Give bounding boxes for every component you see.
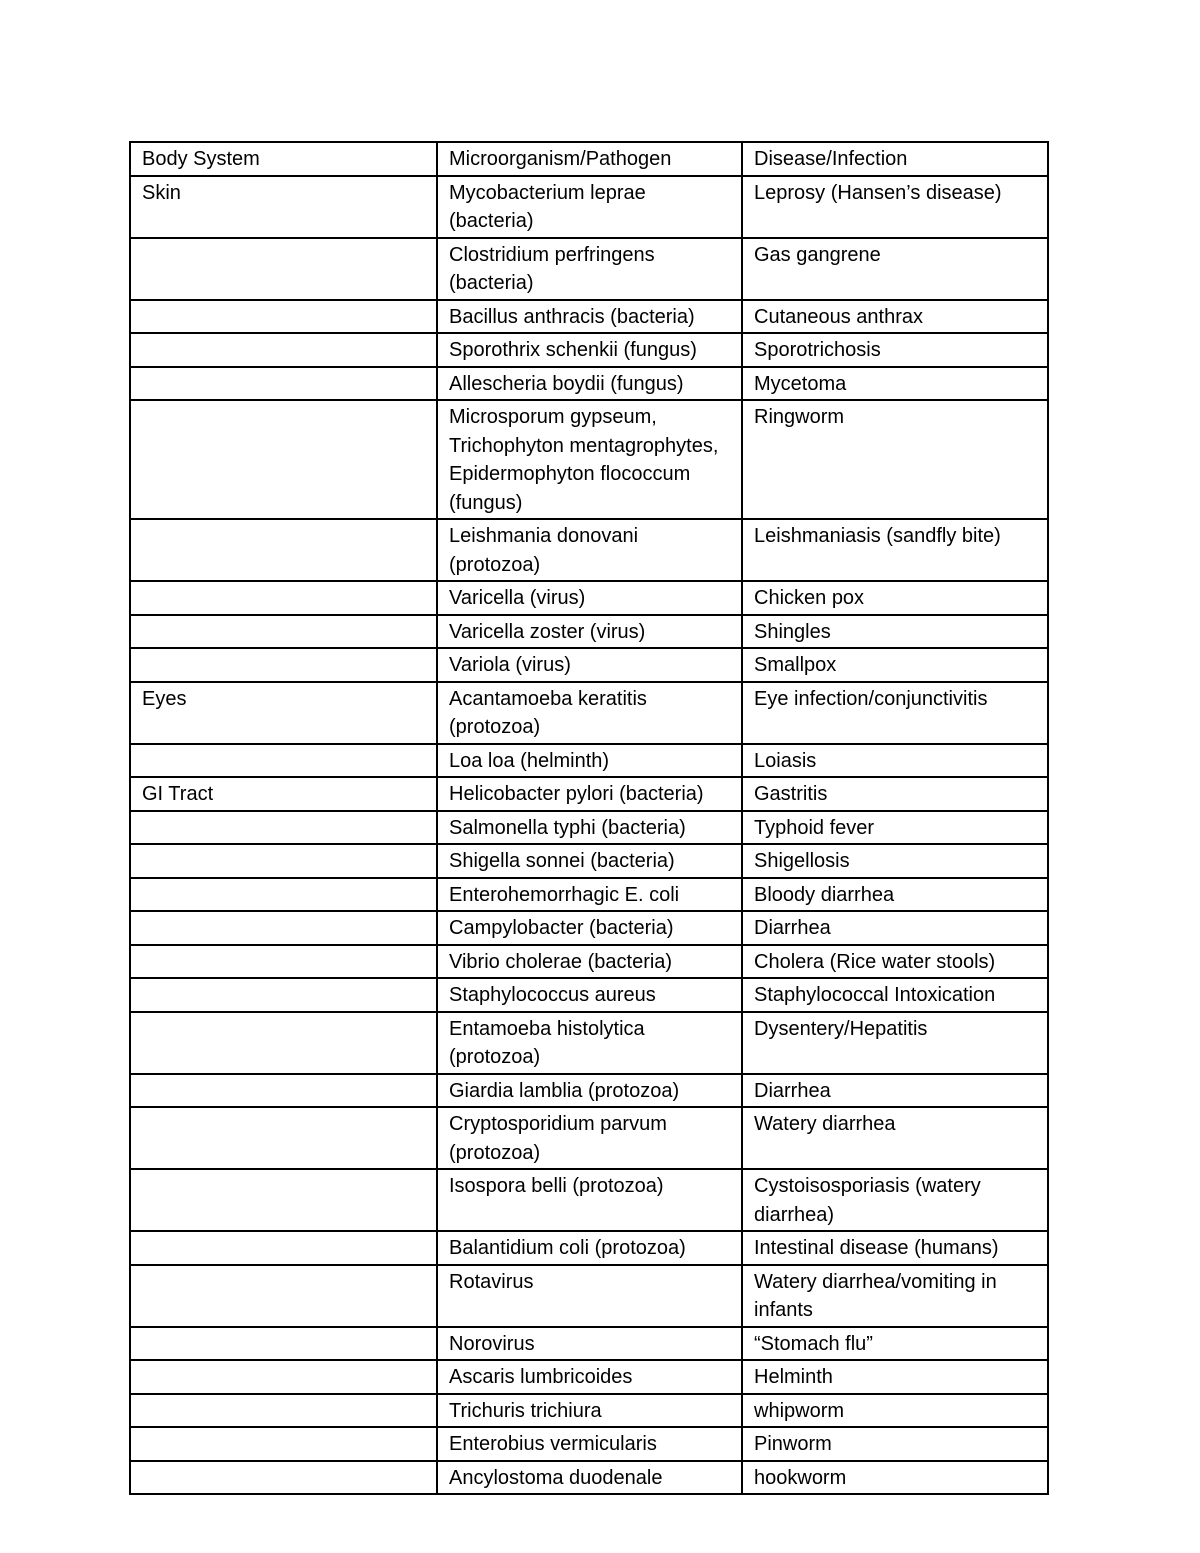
pathogen-cell: Acantamoeba keratitis (protozoa): [437, 682, 742, 744]
disease-cell: Shigellosis: [742, 844, 1048, 878]
disease-cell: Diarrhea: [742, 1074, 1048, 1108]
table-row: [130, 744, 1048, 778]
body-system-cell: [130, 911, 437, 945]
disease-cell: Loiasis: [742, 744, 1048, 778]
table-row: [130, 844, 1048, 878]
body-system-cell: [130, 1012, 437, 1074]
table-row: [130, 1461, 1048, 1495]
disease-cell: Staphylococcal Intoxication: [742, 978, 1048, 1012]
body-system-cell: [130, 1427, 437, 1461]
header-row: [130, 142, 1048, 176]
disease-cell: Intestinal disease (humans): [742, 1231, 1048, 1265]
header-body-system: Body System: [130, 142, 437, 176]
disease-cell: Helminth: [742, 1360, 1048, 1394]
pathogen-cell: Ancylostoma duodenale: [437, 1461, 742, 1495]
pathogen-cell: Leishmania donovani (protozoa): [437, 519, 742, 581]
body-system-cell: Skin: [130, 176, 437, 238]
body-system-cell: [130, 300, 437, 334]
body-system-cell: [130, 878, 437, 912]
disease-cell: Smallpox: [742, 648, 1048, 682]
pathogen-cell: Ascaris lumbricoides: [437, 1360, 742, 1394]
pathogen-cell: Sporothrix schenkii (fungus): [437, 333, 742, 367]
table-row: [130, 1012, 1048, 1074]
table-row: [130, 581, 1048, 615]
table-row: [130, 945, 1048, 979]
table-row: [130, 238, 1048, 300]
pathogen-cell: Varicella (virus): [437, 581, 742, 615]
disease-cell: Cholera (Rice water stools): [742, 945, 1048, 979]
disease-cell: Mycetoma: [742, 367, 1048, 401]
table-row: [130, 1265, 1048, 1327]
disease-cell: Gastritis: [742, 777, 1048, 811]
table-row: [130, 1394, 1048, 1428]
body-system-cell: [130, 519, 437, 581]
pathogen-cell: Microsporum gypseum, Trichophyton mentagrophytes, Epidermophyton flococcum (fungus): [437, 400, 742, 519]
table-row: [130, 911, 1048, 945]
pathogen-cell: Salmonella typhi (bacteria): [437, 811, 742, 845]
table-row: [130, 878, 1048, 912]
disease-cell: Watery diarrhea: [742, 1107, 1048, 1169]
disease-cell: Chicken pox: [742, 581, 1048, 615]
table-row: [130, 333, 1048, 367]
pathogen-cell: Varicella zoster (virus): [437, 615, 742, 649]
body-system-cell: [130, 1107, 437, 1169]
pathogen-cell: Staphylococcus aureus: [437, 978, 742, 1012]
table-row: [130, 176, 1048, 238]
body-system-cell: [130, 844, 437, 878]
pathogen-cell: Giardia lamblia (protozoa): [437, 1074, 742, 1108]
header-disease: Disease/Infection: [742, 142, 1048, 176]
pathogen-cell: Balantidium coli (protozoa): [437, 1231, 742, 1265]
body-system-cell: [130, 1265, 437, 1327]
disease-cell: Cystoisosporiasis (watery diarrhea): [742, 1169, 1048, 1231]
body-system-cell: [130, 648, 437, 682]
body-system-cell: [130, 333, 437, 367]
pathogen-cell: Entamoeba histolytica (protozoa): [437, 1012, 742, 1074]
pathogen-cell: Enterobius vermicularis: [437, 1427, 742, 1461]
body-system-cell: [130, 978, 437, 1012]
pathogen-cell: Trichuris trichiura: [437, 1394, 742, 1428]
table-body: [130, 142, 1048, 1494]
pathogen-cell: Mycobacterium leprae (bacteria): [437, 176, 742, 238]
pathogen-cell: Cryptosporidium parvum (protozoa): [437, 1107, 742, 1169]
disease-cell: Dysentery/Hepatitis: [742, 1012, 1048, 1074]
disease-cell: Typhoid fever: [742, 811, 1048, 845]
body-system-cell: [130, 1327, 437, 1361]
disease-cell: Shingles: [742, 615, 1048, 649]
body-system-cell: Eyes: [130, 682, 437, 744]
table-row: [130, 1327, 1048, 1361]
table-row: [130, 777, 1048, 811]
pathogen-cell: Campylobacter (bacteria): [437, 911, 742, 945]
disease-cell: Gas gangrene: [742, 238, 1048, 300]
table-row: [130, 978, 1048, 1012]
disease-cell: Diarrhea: [742, 911, 1048, 945]
table-row: [130, 615, 1048, 649]
header-microorganism: Microorganism/Pathogen: [437, 142, 742, 176]
table-row: [130, 1427, 1048, 1461]
table-row: [130, 300, 1048, 334]
body-system-cell: [130, 400, 437, 519]
disease-cell: Watery diarrhea/vomiting in infants: [742, 1265, 1048, 1327]
pathogen-cell: Shigella sonnei (bacteria): [437, 844, 742, 878]
body-system-cell: [130, 744, 437, 778]
table-row: [130, 811, 1048, 845]
pathogen-cell: Enterohemorrhagic E. coli: [437, 878, 742, 912]
table-row: [130, 1169, 1048, 1231]
disease-cell: Sporotrichosis: [742, 333, 1048, 367]
pathogen-cell: Allescheria boydii (fungus): [437, 367, 742, 401]
table-row: [130, 400, 1048, 519]
body-system-cell: [130, 581, 437, 615]
disease-cell: Eye infection/conjunctivitis: [742, 682, 1048, 744]
disease-cell: whipworm: [742, 1394, 1048, 1428]
pathogen-cell: Norovirus: [437, 1327, 742, 1361]
table-row: [130, 519, 1048, 581]
disease-cell: Leprosy (Hansen’s disease): [742, 176, 1048, 238]
body-system-cell: [130, 811, 437, 845]
disease-cell: Cutaneous anthrax: [742, 300, 1048, 334]
body-system-cell: [130, 1394, 437, 1428]
pathogen-cell: Helicobacter pylori (bacteria): [437, 777, 742, 811]
pathogen-cell: Loa loa (helminth): [437, 744, 742, 778]
table-row: [130, 1074, 1048, 1108]
disease-cell: Leishmaniasis (sandfly bite): [742, 519, 1048, 581]
body-system-cell: [130, 1360, 437, 1394]
table-row: [130, 648, 1048, 682]
disease-cell: hookworm: [742, 1461, 1048, 1495]
pathogen-cell: Isospora belli (protozoa): [437, 1169, 742, 1231]
body-system-cell: [130, 238, 437, 300]
body-system-cell: [130, 945, 437, 979]
table-row: [130, 367, 1048, 401]
body-system-cell: [130, 1231, 437, 1265]
pathogen-cell: Bacillus anthracis (bacteria): [437, 300, 742, 334]
body-system-cell: [130, 367, 437, 401]
disease-cell: Pinworm: [742, 1427, 1048, 1461]
table-row: [130, 1107, 1048, 1169]
disease-cell: Ringworm: [742, 400, 1048, 519]
pathogen-cell: Vibrio cholerae (bacteria): [437, 945, 742, 979]
disease-cell: Bloody diarrhea: [742, 878, 1048, 912]
table-row: [130, 1231, 1048, 1265]
pathogen-table: [129, 141, 1049, 1495]
pathogen-cell: Clostridium perfringens (bacteria): [437, 238, 742, 300]
table-row: [130, 1360, 1048, 1394]
body-system-cell: [130, 615, 437, 649]
disease-cell: “Stomach flu”: [742, 1327, 1048, 1361]
body-system-cell: [130, 1169, 437, 1231]
pathogen-cell: Variola (virus): [437, 648, 742, 682]
pathogen-cell: Rotavirus: [437, 1265, 742, 1327]
body-system-cell: [130, 1461, 437, 1495]
body-system-cell: [130, 1074, 437, 1108]
table-row: [130, 682, 1048, 744]
body-system-cell: GI Tract: [130, 777, 437, 811]
